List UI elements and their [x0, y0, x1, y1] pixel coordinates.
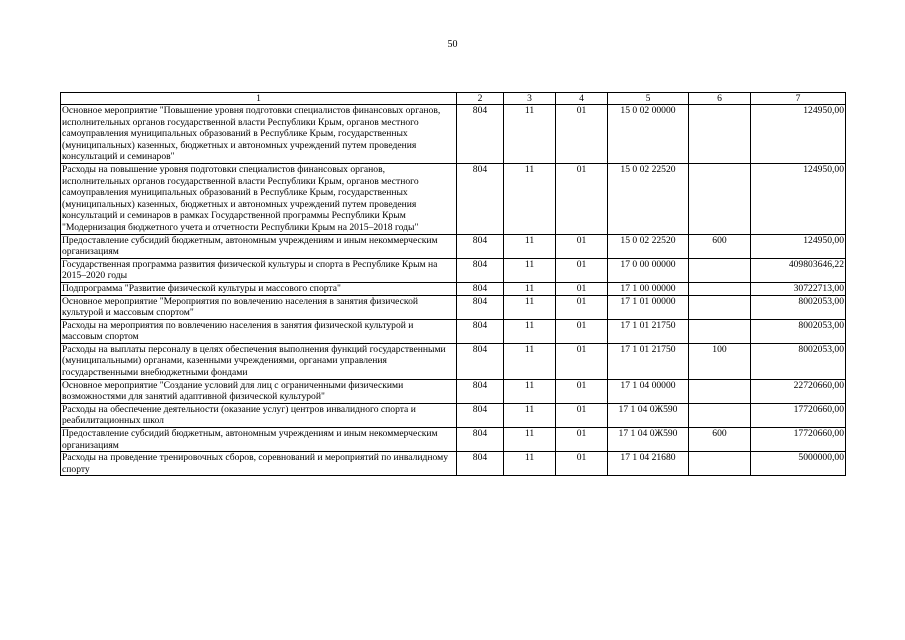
row-name: Основное мероприятие "Мероприятия по вовлечению населения в занятия физической культурой и массовым спортом" — [61, 295, 457, 319]
expense-type-code — [689, 319, 751, 343]
amount: 17720660,00 — [751, 428, 846, 452]
row-name: Расходы на мероприятия по вовлечению населения в занятия физической культурой и массовым спортом — [61, 319, 457, 343]
expense-type-code: 600 — [689, 234, 751, 258]
expense-type-code — [689, 403, 751, 427]
expense-type-code — [689, 452, 751, 476]
row-name: Основное мероприятие "Создание условий для лиц с ограниченными физическими возможностями для занятий адаптивной физической культурой" — [61, 379, 457, 403]
target-article-code: 17 1 04 00000 — [608, 379, 689, 403]
target-article-code: 15 0 02 00000 — [608, 105, 689, 164]
target-article-code: 17 0 00 00000 — [608, 258, 689, 282]
expense-type-code — [689, 295, 751, 319]
table-row — [61, 428, 846, 452]
table-row — [61, 163, 846, 234]
amount: 22720660,00 — [751, 379, 846, 403]
target-article-code: 15 0 02 22520 — [608, 163, 689, 234]
expense-type-code — [689, 379, 751, 403]
ministry-code: 804 — [457, 258, 504, 282]
ministry-code: 804 — [457, 163, 504, 234]
expense-type-code — [689, 258, 751, 282]
table-row — [61, 343, 846, 379]
subsection-code: 01 — [556, 258, 608, 282]
table-row — [61, 105, 846, 164]
table-row — [61, 403, 846, 427]
amount: 5000000,00 — [751, 452, 846, 476]
ministry-code: 804 — [457, 234, 504, 258]
section-code: 11 — [504, 105, 556, 164]
expense-type-code: 600 — [689, 428, 751, 452]
subsection-code: 01 — [556, 403, 608, 427]
row-name: Расходы на проведение тренировочных сборов, соревнований и мероприятий по инвалидному спорту — [61, 452, 457, 476]
subsection-code: 01 — [556, 319, 608, 343]
ministry-code: 804 — [457, 379, 504, 403]
expense-type-code — [689, 105, 751, 164]
ministry-code: 804 — [457, 428, 504, 452]
amount: 8002053,00 — [751, 343, 846, 379]
amount: 409803646,22 — [751, 258, 846, 282]
amount: 17720660,00 — [751, 403, 846, 427]
target-article-code: 17 1 01 21750 — [608, 319, 689, 343]
subsection-code: 01 — [556, 163, 608, 234]
column-header: 4 — [556, 93, 608, 105]
amount: 30722713,00 — [751, 282, 846, 295]
subsection-code: 01 — [556, 452, 608, 476]
target-article-code: 17 1 04 0Ж590 — [608, 403, 689, 427]
target-article-code: 17 1 04 21680 — [608, 452, 689, 476]
amount: 124950,00 — [751, 234, 846, 258]
section-code: 11 — [504, 452, 556, 476]
ministry-code: 804 — [457, 343, 504, 379]
ministry-code: 804 — [457, 452, 504, 476]
column-header: 1 — [61, 93, 457, 105]
table-row — [61, 295, 846, 319]
column-header: 2 — [457, 93, 504, 105]
amount: 124950,00 — [751, 163, 846, 234]
section-code: 11 — [504, 319, 556, 343]
section-code: 11 — [504, 282, 556, 295]
section-code: 11 — [504, 403, 556, 427]
expense-type-code — [689, 163, 751, 234]
table-row — [61, 319, 846, 343]
row-name: Расходы на обеспечение деятельности (оказание услуг) центров инвалидного спорта и реабилитационных школ — [61, 403, 457, 427]
row-name: Расходы на выплаты персоналу в целях обеспечения выполнения функций государственными (муниципальными) органами, казенными учреждениями, органами управления государственными внебюджетными фондами — [61, 343, 457, 379]
amount: 124950,00 — [751, 105, 846, 164]
subsection-code: 01 — [556, 234, 608, 258]
amount: 8002053,00 — [751, 295, 846, 319]
target-article-code: 17 1 01 00000 — [608, 295, 689, 319]
table-row — [61, 234, 846, 258]
column-header: 5 — [608, 93, 689, 105]
row-name: Основное мероприятие "Повышение уровня подготовки специалистов финансовых органов, исполнительных органов государственной власти Республики Крым, органов местного самоуправления муниципальных образований в Республике Крым, государственных (муниципальных) казенных, бюджетных и автономных учреждений путем проведения консультаций и семинаров" — [61, 105, 457, 164]
table-row — [61, 282, 846, 295]
row-name: Государственная программа развития физической культуры и спорта в Республике Крым на 2015–2020 годы — [61, 258, 457, 282]
ministry-code: 804 — [457, 295, 504, 319]
table-row — [61, 379, 846, 403]
subsection-code: 01 — [556, 295, 608, 319]
ministry-code: 804 — [457, 319, 504, 343]
table-row — [61, 258, 846, 282]
row-name: Предоставление субсидий бюджетным, автономным учреждениям и иным некоммерческим организациям — [61, 428, 457, 452]
target-article-code: 17 1 00 00000 — [608, 282, 689, 295]
column-header: 6 — [689, 93, 751, 105]
target-article-code: 17 1 04 0Ж590 — [608, 428, 689, 452]
ministry-code: 804 — [457, 282, 504, 295]
subsection-code: 01 — [556, 105, 608, 164]
budget-table — [60, 92, 846, 476]
section-code: 11 — [504, 258, 556, 282]
section-code: 11 — [504, 379, 556, 403]
target-article-code: 17 1 01 21750 — [608, 343, 689, 379]
target-article-code: 15 0 02 22520 — [608, 234, 689, 258]
page-number: 50 — [447, 39, 458, 50]
section-code: 11 — [504, 234, 556, 258]
ministry-code: 804 — [457, 105, 504, 164]
subsection-code: 01 — [556, 343, 608, 379]
section-code: 11 — [504, 295, 556, 319]
subsection-code: 01 — [556, 379, 608, 403]
column-header: 7 — [751, 93, 846, 105]
table-row — [61, 452, 846, 476]
column-header: 3 — [504, 93, 556, 105]
row-name: Предоставление субсидий бюджетным, автономным учреждениям и иным некоммерческим организациям — [61, 234, 457, 258]
amount: 8002053,00 — [751, 319, 846, 343]
section-code: 11 — [504, 163, 556, 234]
row-name: Подпрограмма "Развитие физической культуры и массового спорта" — [61, 282, 457, 295]
row-name: Расходы на повышение уровня подготовки специалистов финансовых органов, исполнительных органов государственной власти Республики Крым, органов местного самоуправления муниципальных образований в Республике Крым, государственных (муниципальных) казенных, бюджетных и автономных учреждений путем проведения консультаций и семинаров в рамках Государственной программы Республики Крым "Модернизация бюджетного учета и отчетности Республики Крым на 2015–2018 годы" — [61, 163, 457, 234]
expense-type-code: 100 — [689, 343, 751, 379]
section-code: 11 — [504, 343, 556, 379]
ministry-code: 804 — [457, 403, 504, 427]
header-row — [61, 93, 846, 105]
section-code: 11 — [504, 428, 556, 452]
subsection-code: 01 — [556, 428, 608, 452]
subsection-code: 01 — [556, 282, 608, 295]
expense-type-code — [689, 282, 751, 295]
